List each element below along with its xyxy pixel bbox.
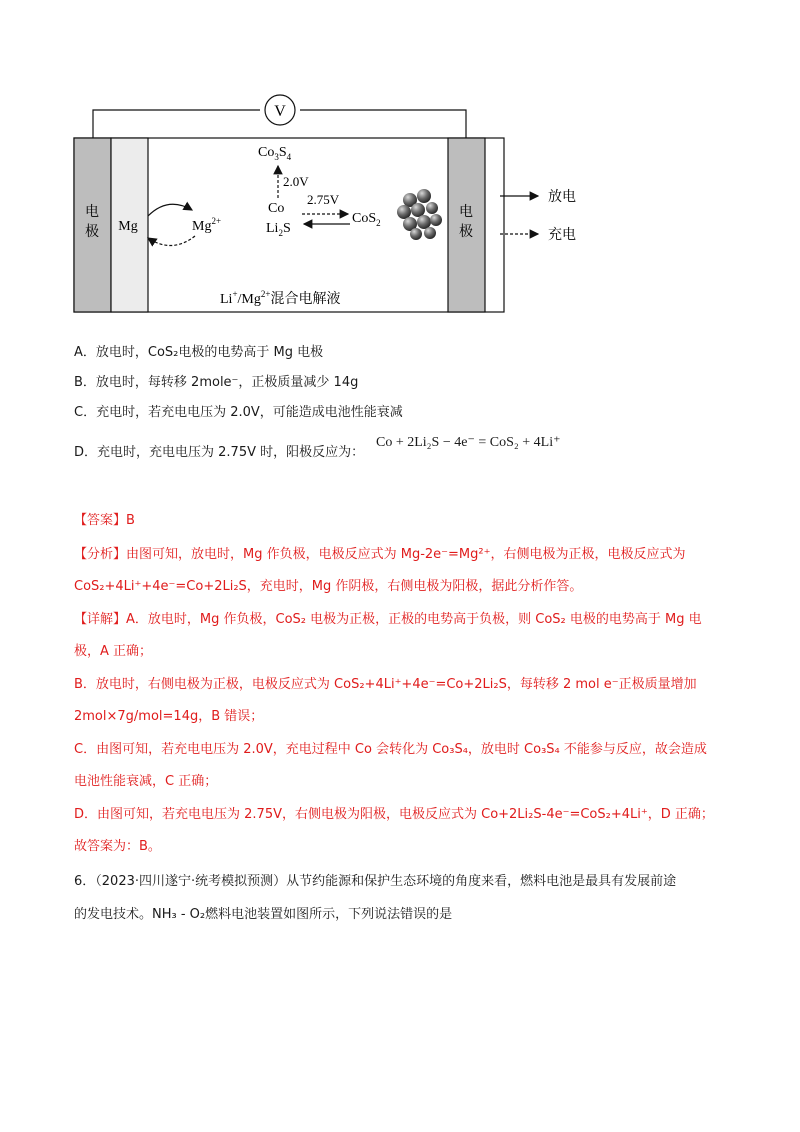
legend-charge: 充电 (548, 227, 576, 243)
wire-right (300, 110, 466, 138)
wire-left (93, 110, 260, 138)
li2s-label: $Li_2S$ (266, 221, 291, 238)
v20-label: 2.0V (283, 174, 309, 189)
mg-ion-label: $Mg^{2+}$ (192, 216, 222, 234)
v275-label: 2.75V (307, 192, 340, 207)
detail-a-line-1: 【详解】A．放电时，Mg 作负极，CoS₂ 电极为正极，正极的电势高于负极，则 CoS₂ 电极的电势高于 Mg 电 (74, 612, 702, 627)
detail-b-line-1: B．放电时，右侧电极为正极，电极反应式为 CoS₂+4Li⁺+4e⁻=Co+2Li₂S，每转移 2 mol e⁻正极质量增加 (74, 677, 697, 692)
analysis-line-1: 【分析】由图可知，放电时，Mg 作负极，电极反应式为 Mg-2e⁻=Mg²⁺，右侧电极为正极，电极反应式为 (74, 547, 686, 562)
answer-line: 【答案】B (74, 513, 135, 528)
left-electrode-label-1: 电 (85, 204, 99, 220)
right-electrode-label-1: 电 (459, 204, 473, 220)
legend-discharge: 放电 (548, 189, 576, 205)
battery-diagram (60, 88, 620, 328)
final-answer: 故答案为：B。 (74, 839, 161, 854)
co3s4-label: $Co_3S_4$ (258, 145, 292, 162)
detail-c-line-1: C．由图可知，若充电电压为 2.0V，充电过程中 Co 会转化为 Co₃S₄，放电时 Co₃S₄ 不能参与反应，故会造成 (74, 742, 707, 757)
co-label: Co (268, 201, 285, 216)
electrolyte-label: $Li^+/Mg^{2+}$混合电解液 (220, 289, 341, 307)
detail-b-line-2: 2mol×7g/mol=14g，B 错误； (74, 709, 264, 724)
option-a: A．放电时，CoS₂电极的电势高于 Mg 电极 (74, 345, 324, 360)
option-b: B．放电时，每转移 2mole⁻，正极质量减少 14g (74, 375, 359, 390)
question6-line-2: 的发电技术。NH₃ - O₂燃料电池装置如图所示，下列说法错误的是 (74, 907, 453, 922)
option-d-equation: Co + 2Li₂S − 4e⁻ = CoS₂ + 4Li⁺ (376, 435, 561, 450)
option-c: C．充电时，若充电电压为 2.0V，可能造成电池性能衰减 (74, 405, 403, 420)
mg-label: Mg (118, 219, 138, 234)
left-electrode-label-2: 极 (85, 224, 99, 240)
analysis-line-2: CoS₂+4Li⁺+4e⁻=Co+2Li₂S，充电时，Mg 作阴极，右侧电极为阳极，据此分析作答。 (74, 579, 583, 594)
detail-c-line-2: 电池性能衰减，C 正确； (74, 774, 218, 789)
detail-a-line-2: 极，A 正确； (74, 644, 153, 659)
question6-line-1: 6．（2023·四川遂宁·统考模拟预测）从节约能源和保护生态环境的角度来看，燃料电池是最具有发展前途 (74, 874, 677, 889)
cos2-label: CoS$_2$ (352, 211, 381, 228)
detail-d-line-1: D．由图可知，若充电电压为 2.75V，右侧电极为阳极，电极反应式为 Co+2Li₂S-4e⁻=CoS₂+4Li⁺，D 正确； (74, 807, 714, 822)
option-d: D．充电时，充电电压为 2.75V 时，阳极反应为： (74, 445, 365, 460)
right-electrode-label-2: 极 (459, 224, 473, 240)
voltmeter-label: V (274, 103, 286, 120)
